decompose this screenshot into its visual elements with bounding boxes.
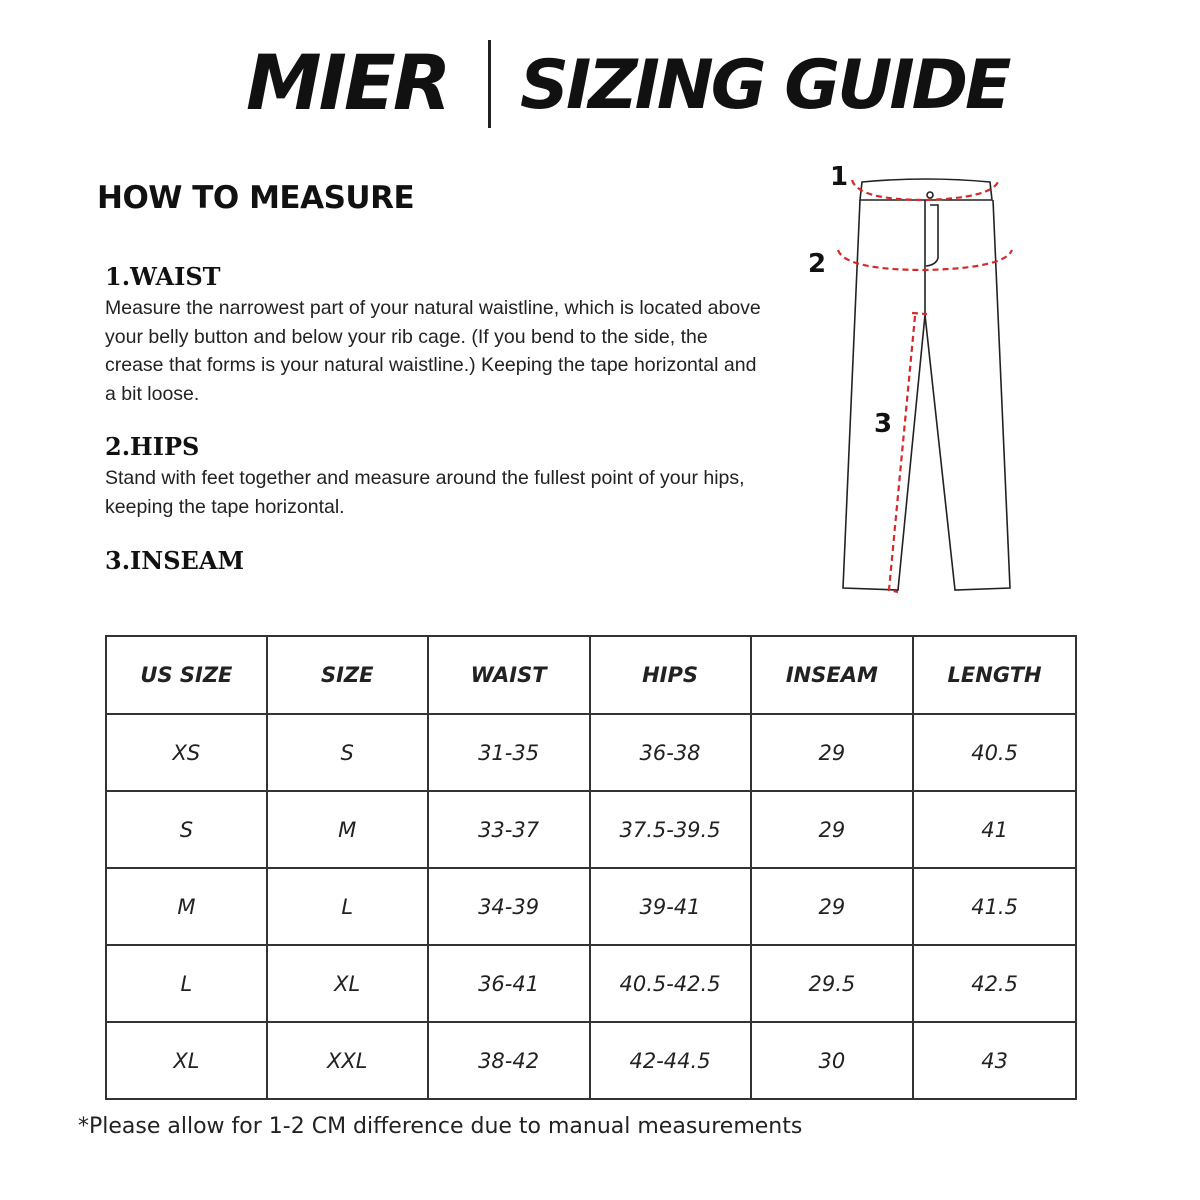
cell: 31-35 (428, 714, 590, 791)
table-row (106, 1022, 1076, 1099)
label-2: 2 (808, 249, 827, 279)
cell: XXL (267, 1022, 428, 1099)
measurement-note: *Please allow for 1-2 CM difference due to manual measurements (78, 1114, 803, 1139)
header-size: SIZE (267, 636, 428, 714)
label-3: 3 (874, 409, 893, 439)
waist-heading: 1.WAIST (105, 262, 221, 291)
cell: S (267, 714, 428, 791)
cell: 42-44.5 (590, 1022, 751, 1099)
cell: 41 (913, 791, 1076, 868)
header-length: LENGTH (913, 636, 1076, 714)
cell: 40.5 (913, 714, 1076, 791)
cell: 36-38 (590, 714, 751, 791)
table-row (106, 714, 1076, 791)
waist-instructions: Measure the narrowest part of your natural waistline, which is located above your belly button and below your rib cage. (If you bend to the side, the crease that forms is your natural waistline.) Keeping the tape horizontal and a bit loose. (105, 297, 761, 405)
cell: S (106, 791, 267, 868)
pants-outline-icon (843, 179, 1010, 590)
cell: 30 (751, 1022, 914, 1099)
cell: 29.5 (751, 945, 914, 1022)
cell: 29 (751, 714, 914, 791)
cell: L (106, 945, 267, 1022)
cell: 42.5 (913, 945, 1076, 1022)
cell: XL (106, 1022, 267, 1099)
hips-heading: 2.HIPS (105, 432, 200, 461)
hips-instructions: Stand with feet together and measure around the fullest point of your hips, keeping the tape horizontal. (105, 467, 745, 518)
how-to-measure-heading: HOW TO MEASURE (97, 180, 415, 216)
table-row (106, 791, 1076, 868)
cell: XL (267, 945, 428, 1022)
cell: XS (106, 714, 267, 791)
cell: M (106, 868, 267, 945)
cell: 36-41 (428, 945, 590, 1022)
pants-diagram (800, 150, 1050, 610)
waist-measure-line (852, 180, 998, 200)
table-row (106, 868, 1076, 945)
label-1: 1 (830, 162, 849, 192)
header-inseam: INSEAM (751, 636, 914, 714)
cell: L (267, 868, 428, 945)
cell: 37.5-39.5 (590, 791, 751, 868)
page-title: SIZING GUIDE (520, 46, 1009, 125)
cell: 29 (751, 868, 914, 945)
table-header-row (106, 636, 1076, 714)
cell: 40.5-42.5 (590, 945, 751, 1022)
inseam-heading: 3.INSEAM (105, 546, 245, 575)
title-divider (488, 40, 491, 128)
header-waist: WAIST (428, 636, 590, 714)
cell: 29 (751, 791, 914, 868)
header-hips: HIPS (590, 636, 751, 714)
cell: 33-37 (428, 791, 590, 868)
cell: 34-39 (428, 868, 590, 945)
size-chart-table (105, 635, 1077, 1100)
brand-logo: MIER (246, 38, 449, 127)
cell: 41.5 (913, 868, 1076, 945)
table-row (106, 945, 1076, 1022)
cell: 39-41 (590, 868, 751, 945)
header-us-size: US SIZE (106, 636, 267, 714)
cell: M (267, 791, 428, 868)
cell: 38-42 (428, 1022, 590, 1099)
cell: 43 (913, 1022, 1076, 1099)
